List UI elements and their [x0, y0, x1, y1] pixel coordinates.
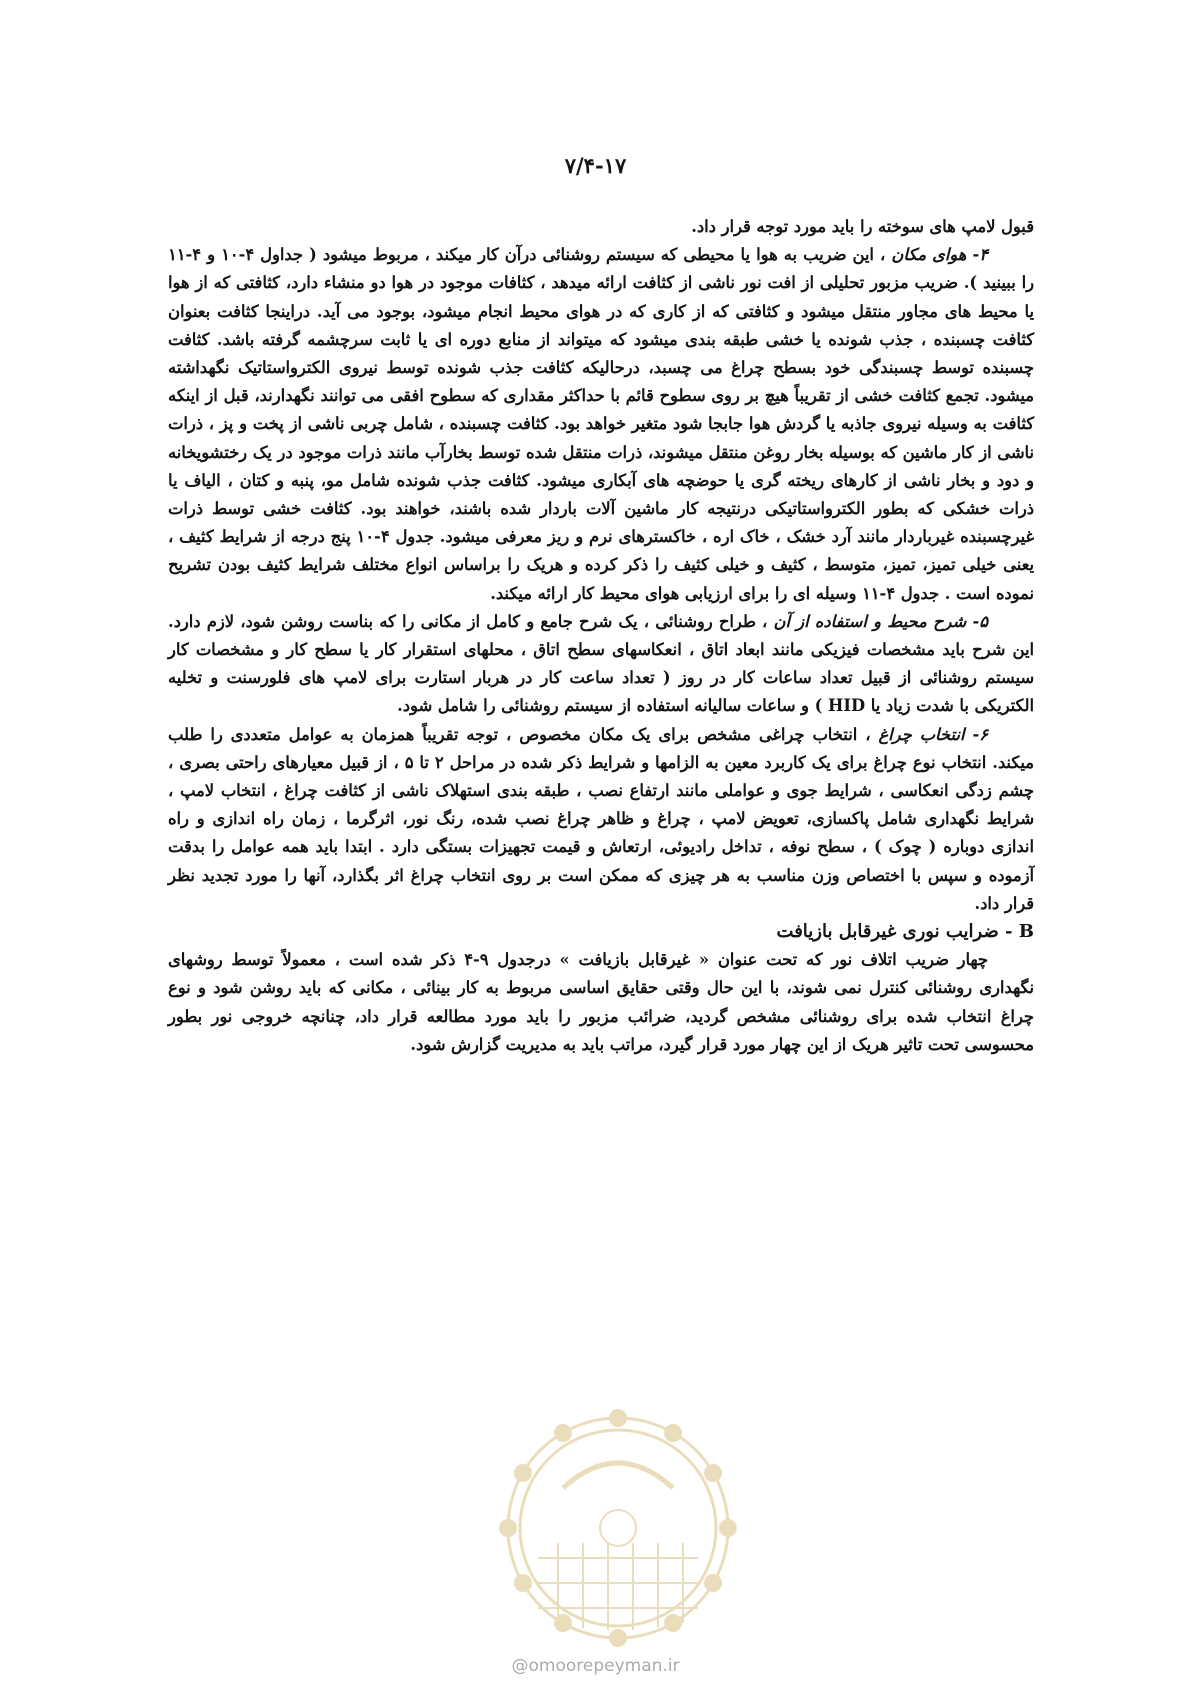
paragraph-body: ، این ضریب به هوا یا محیطی که سیستم روشنائی درآن کار میکند ، مربوط میشود ( جداول ۴-۱۰ و ۴-۱۱ را ببینید ). ضریب مزبور تحلیلی از افت نور ناشی از کثافت ارائه میدهد ، کثافات موجود در هوا دو منشاء دارد، کثافتی که از هوا یا محیط های مجاور منتقل میشود و کثافتی که از کاری که در هوای محیط انجام میشود، بوجود می آید. دراینجا کثافت بعنوان کثافت چسبنده ، جذب شونده یا خشی طبقه بندی میشود که میتواند از منابع دوره ای یا ثابت سرچشمه گرفته باشد. کثافت چسبنده توسط چسبندگی خود بسطح چراغ می چسبد، درحالیکه کثافت جذب شونده توسط نیروی الکترواستاتیک نگهداشته میشود. تجمع کثافت خشی از تقریباً هیچ بر روی سطوح قائم با حداکثر مقداری که سطوح افقی می توانند نگهدارند، قبل از اینکه کثافت به وسیله نیروی جاذبه یا گردش هوا جابجا شود متغیر خواهد بود. کثافت چسبنده ، شامل چربی ناشی از پخت و پز ، ذرات ناشی از کار ماشین که بوسیله بخار روغن منتقل میشوند، ذرات منتقل شده توسط بخارآب مانند ذرات موجود در یک رختشویخانه و دود و بخار ناشی از کارهای ریخته گری یا حوضچه های آبکاری میشود. کثافت جذب شونده شامل مو، پنبه و کتان ، الیاف یا ذرات خشکی که بطور الکترواستاتیکی درنتیجه کار ماشین آلات باردار شده باشند، خواهند بود. کثافت خشی توسط ذرات غیرچسبنده غیرباردار مانند آرد خشک ، خاک اره ، خاکسترهای نرم و ریز معرفی میشود. جدول ۴-۱۰ پنج درجه از شرایط کثیف ، یعنی خیلی تمیز، تمیز، متوسط ، کثیف و خیلی کثیف را ذکر کرده و هریک را براساس انواع مختلف شرایط کثیف بودن تشریح نموده است . جدول ۴-۱۱ وسیله ای را برای ارزیابی هوای محیط کار ارائه میکند. — [168, 245, 1034, 603]
section-heading: B - ضرایب نوری غیرقابل بازیافت — [776, 921, 1034, 943]
paragraph-lead: ۵- شرح محیط و استفاده از آن — [773, 611, 988, 631]
paragraph-lead: ۴- هوای مکان — [891, 245, 988, 265]
paragraph-environment-description — [168, 608, 1034, 721]
paragraph-continuation: قبول لامپ های سوخته را باید مورد توجه قرار داد. — [691, 217, 1034, 236]
paragraph-body: ، طراح روشنائی ، یک شرح جامع و کامل از مکانی را که بناست روشن شود، لازم دارد. این شرح باید مشخصات فیزیکی مانند ابعاد اتاق ، انعکاسهای سطح اتاق ، محلهای استقرار کار یا سطح کار و مشخصات کار سیستم روشنائی از قبیل تعداد ساعات کار در روز ( تعداد ساعت کار در هربار استارت برای لامپ های فلورسنت و تخلیه الکتریکی با شدت زیاد یا HID ) و ساعات سالیانه استفاده از سیستم روشنائی را شامل شود. — [168, 611, 1034, 716]
paragraph-site-atmosphere — [168, 241, 1034, 608]
paragraph-lead: ۶- انتخاب چراغ — [878, 724, 988, 744]
page-number: ۷/۴-۱۷ — [564, 153, 627, 178]
body-text — [168, 213, 1034, 1059]
watermark-logo — [468, 1378, 768, 1678]
paragraph-body: ، انتخاب چراغی مشخص برای یک مکان مخصوص ، توجه تقریباً همزمان به عوامل متعددی را طلب میکند. انتخاب نوع چراغ برای یک کاربرد معین به الزامها و شرایط ذکر شده در مراحل ۲ تا ۵ ، از قبیل معیارهای راحتی بصری ، چشم زدگی انعکاسی ، شرایط جوی و عواملی مانند ارتفاع نصب ، طبقه بندی استهلاک ناشی از کثافت چراغ ، انتخاب لامپ ، شرایط نگهداری شامل پاکسازی، تعویض لامپ ، چراغ و ظاهر چراغ نصب شده، رنگ نور، اثرگرما ، زمان راه اندازی و راه اندازی دوباره ( چوک ) ، سطح نوفه ، تداخل رادیوئی، ارتعاش و قیمت تجهیزات بستگی دارد . ابتدا باید همه عوامل را بدقت آزموده و سپس با اختصاص وزن مناسب به هر چیزی که ممکن است بر روی انتخاب چراغ اثر بگذارد، آنها را مورد تجدید نظر قرار داد. — [168, 724, 1034, 913]
watermark-url: @omoorepeyman.ir — [511, 1656, 680, 1676]
paragraph-luminaire-selection — [168, 721, 1034, 918]
paragraph-nonrecoverable-factors: چهار ضریب اتلاف نور که تحت عنوان « غیرقابل بازیافت » درجدول ۹-۴ ذکر شده است ، معمولاً توسط روشهای نگهداری روشنائی کنترل نمی شوند، با این حال وقتی حقایق اساسی مربوط به کار بینائی ، مکانی که باید روشن شود و نوع چراغ انتخاب شده برای روشنائی مشخص گردید، ضرائب مزبور را باید مورد مطالعه قرار داد، چنانچه خروجی نور بطور محسوسی تحت تاثیر هریک از این چهار مورد قرار گیرد، مراتب باید به مدیریت گزارش شود. — [168, 950, 1034, 1054]
